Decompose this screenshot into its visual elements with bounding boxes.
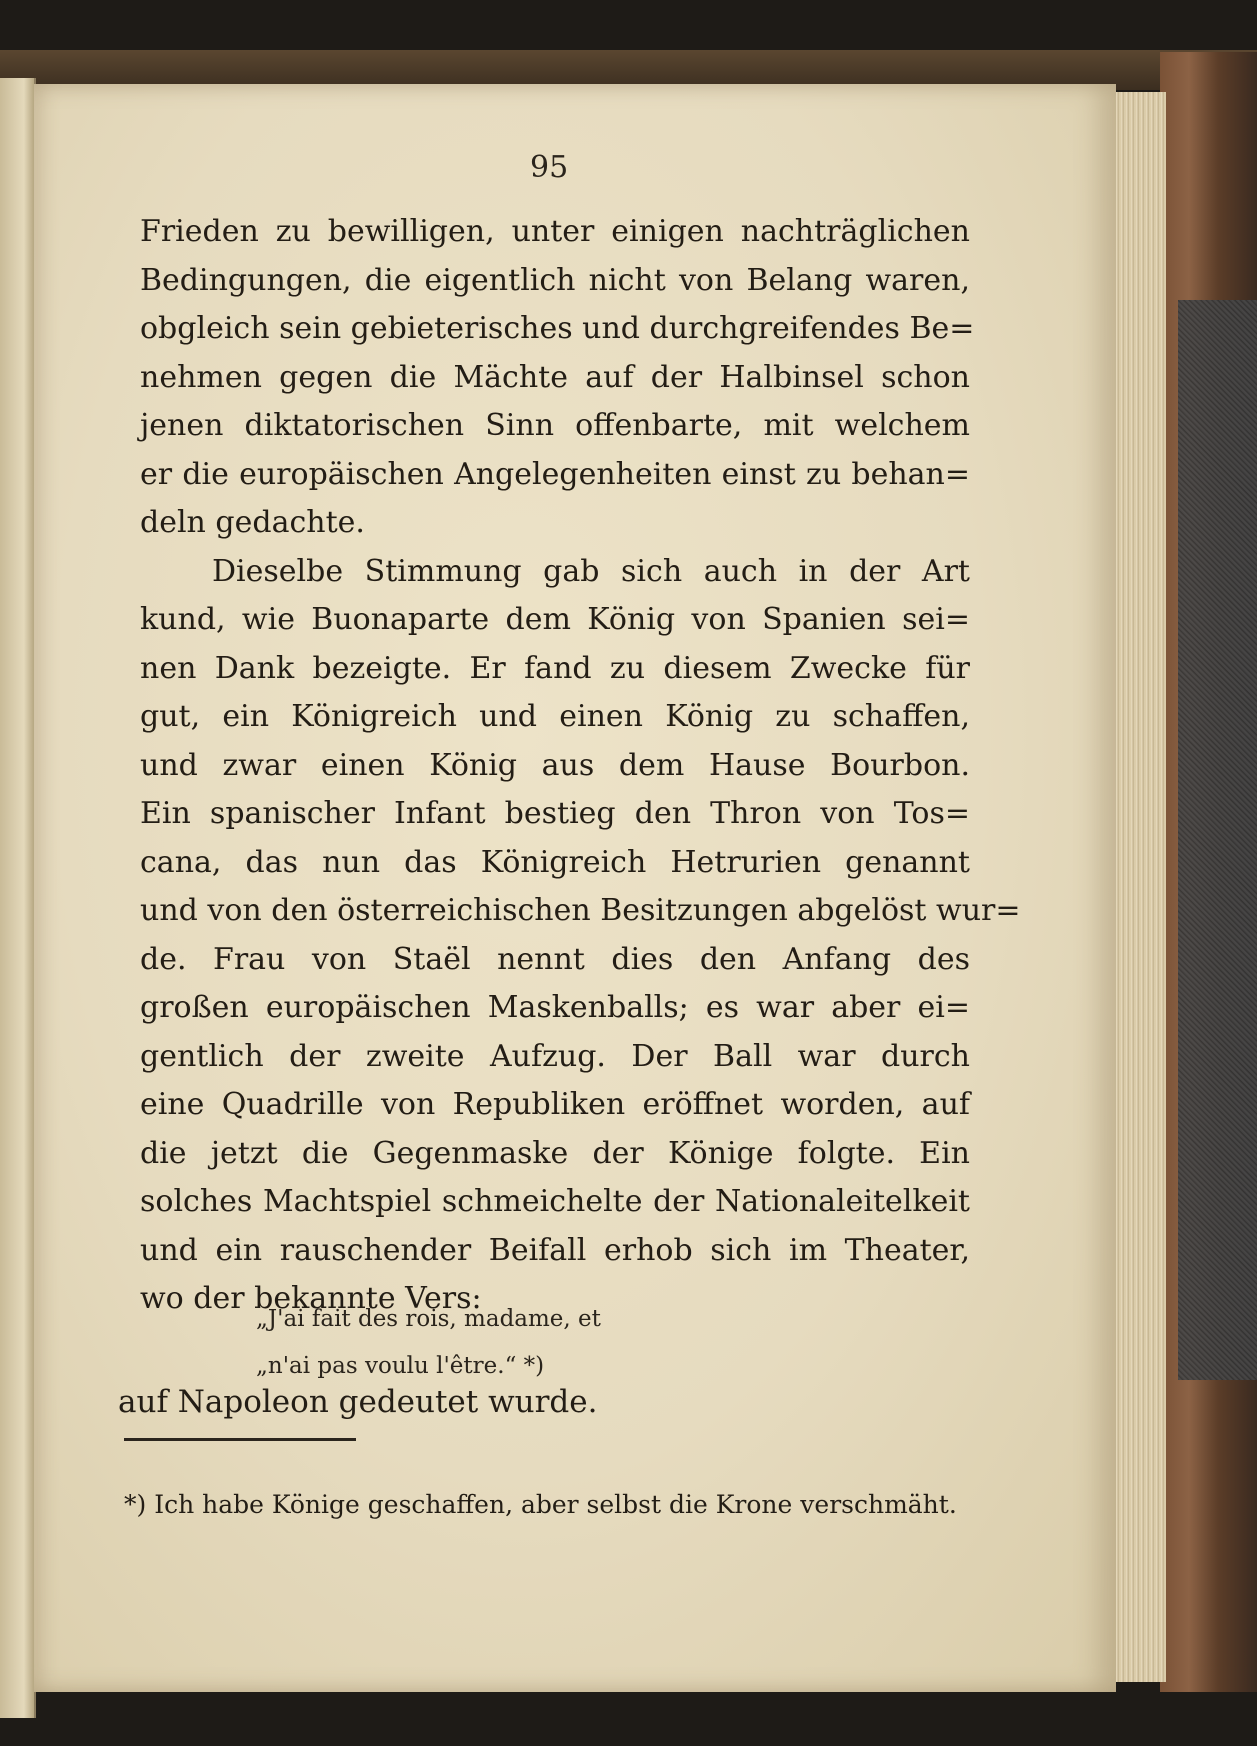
verse-line: „n'ai pas voulu l'être.“ *) (256, 1353, 545, 1379)
page-stack-edge (1110, 92, 1166, 1682)
text-line: wo der bekannte Vers: (140, 1281, 482, 1316)
text-line: großen europäischen Maskenballs; es war aber ei= (140, 990, 970, 1025)
text-line: cana, das nun das Königreich Hetrurien genannt (140, 844, 970, 880)
verse-line: „J'ai fait des rois, madame, et (256, 1306, 601, 1332)
text-line: obgleich sein gebieterisches und durchgreifendes Be= (140, 311, 975, 346)
spine-cloth-texture (1178, 300, 1257, 1380)
text-line: und zwar einen König aus dem Hause Bourbon. (140, 747, 970, 783)
page-number: 95 (530, 150, 569, 185)
closing-line: auf Napoleon gedeutet wurde. (118, 1384, 598, 1420)
text-line: er die europäischen Angelegenheiten einst zu behan= (140, 456, 970, 492)
text-line: Dieselbe Stimmung gab sich auch in der Art (212, 553, 970, 589)
body-text (140, 208, 1021, 1324)
text-line: de. Frau von Staël nennt dies den Anfang des (140, 941, 970, 977)
text-line: Bedingungen, die eigentlich nicht von Belang waren, (140, 262, 970, 298)
text-line: gut, ein Königreich und einen König zu schaffen, (140, 699, 970, 734)
text-line: eine Quadrille von Republiken eröffnet worden, auf (140, 1087, 970, 1122)
left-page-edge (0, 78, 36, 1718)
text-line: gentlich der zweite Aufzug. Der Ball war durch (140, 1038, 970, 1074)
text-line: jenen diktatorischen Sinn offenbarte, mit welchem (140, 408, 970, 443)
footnote-rule (124, 1438, 356, 1441)
text-line: Ein spanischer Infant bestieg den Thron von Tos= (140, 796, 970, 831)
text-line: und ein rauschender Beifall erhob sich im Theater, (140, 1232, 970, 1268)
text-line: nen Dank bezeigte. Er fand zu diesem Zwecke für (140, 650, 970, 686)
text-line: nehmen gegen die Mächte auf der Halbinsel schon (140, 359, 970, 395)
footnote: *) Ich habe Könige geschaffen, aber selbst die Krone verschmäht. (124, 1490, 957, 1519)
text-line: Frieden zu bewilligen, unter einigen nachträglichen (140, 214, 970, 249)
text-line: die jetzt die Gegenmaske der Könige folgte. Ein (140, 1135, 970, 1171)
text-line: kund, wie Buonaparte dem König von Spanien sei= (140, 602, 970, 637)
text-line: und von den österreichischen Besitzungen abgelöst wur= (140, 893, 1021, 928)
verse-quote (256, 1296, 601, 1390)
text-line: deln gedachte. (140, 505, 365, 540)
text-line: solches Machtspiel schmeichelte der Nationaleitelkeit (140, 1184, 970, 1219)
